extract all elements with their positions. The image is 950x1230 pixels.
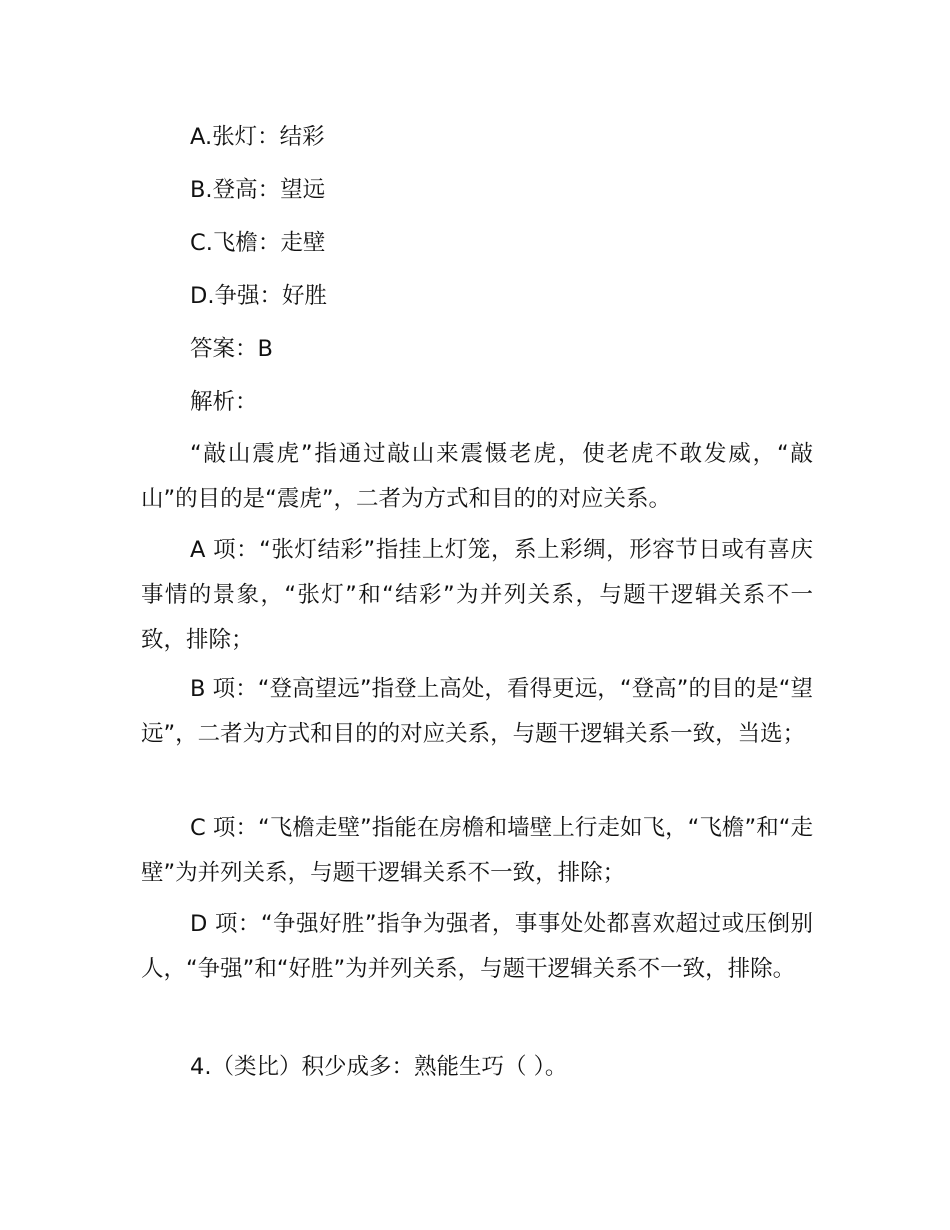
next-question: 4.（类比）积少成多：熟能生巧（ ）。 <box>190 1054 568 1080</box>
answer-line: 答案：B <box>190 336 273 362</box>
option-a: A.张灯：结彩 <box>190 124 325 150</box>
option-d: D.争强：好胜 <box>190 283 327 309</box>
analysis-intro-paragraph: “敲山震虎”指通过敲山来震慑老虎，使老虎不敢发威，“敲山”的目的是“震虎”，二者为方式和目的的对应关系。 <box>141 441 813 512</box>
option-b: B.登高：望远 <box>190 177 326 203</box>
analysis-option-d-paragraph: D 项：“争强好胜”指争为强者，事事处处都喜欢超过或压倒别人，“争强”和“好胜”为并列关系，与题干逻辑关系不一致，排除。 <box>141 911 813 982</box>
option-c: C.飞檐：走壁 <box>190 230 326 256</box>
analysis-option-b-paragraph: B 项：“登高望远”指登上高处，看得更远，“登高”的目的是“望远”，二者为方式和目的的对应关系，与题干逻辑关系一致，当选； <box>141 676 813 747</box>
analysis-option-c-paragraph: C 项：“飞檐走壁”指能在房檐和墙壁上行走如飞，“飞檐”和“走壁”为并列关系，与题干逻辑关系不一致，排除； <box>141 815 813 886</box>
analysis-option-a-paragraph: A 项：“张灯结彩”指挂上灯笼，系上彩绸，形容节日或有喜庆事情的景象，“张灯”和“结彩”为并列关系，与题干逻辑关系不一致，排除； <box>141 537 813 653</box>
analysis-label: 解析： <box>190 389 258 415</box>
